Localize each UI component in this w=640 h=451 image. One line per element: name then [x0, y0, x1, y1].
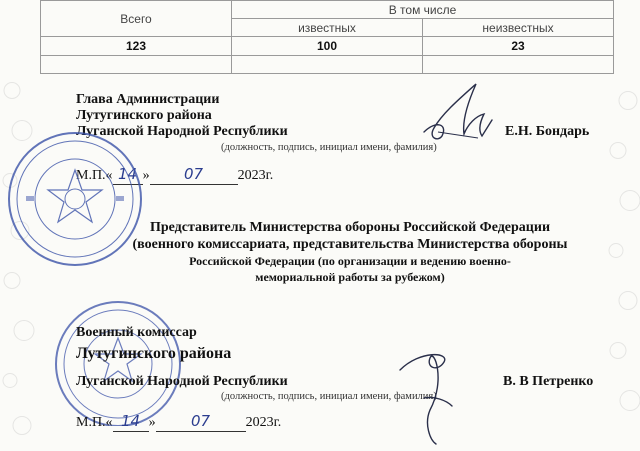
date-year: 2023г.: [237, 168, 274, 183]
empty-cell: [232, 56, 423, 74]
signature-1-icon: [418, 80, 498, 144]
block2-title-line1: Военный комиссар: [76, 325, 197, 340]
block1-title-line2: Лутугинского района: [76, 108, 212, 123]
representative-line1: Представитель Министерства обороны Российской Федерации: [149, 220, 551, 235]
block2-caption: (должность, подпись, инициал имени, фамилия): [221, 391, 437, 402]
date-year: 2023г.: [245, 415, 282, 430]
date-day: 14: [118, 165, 138, 183]
representative-line2: (военного комиссариата, представительства Министерства обороны: [132, 237, 568, 252]
block1-title-line1: Глава Администрации: [76, 92, 220, 107]
block2-signer-name: В. В Петренко: [503, 374, 594, 389]
block1-caption: (должность, подпись, инициал имени, фамилия): [221, 142, 437, 153]
block2-date: [76, 412, 281, 432]
date-month: 07: [191, 412, 211, 430]
block1-signer-name: Е.Н. Бондарь: [505, 124, 590, 139]
value-total: 123: [41, 37, 232, 56]
value-known: 100: [232, 37, 423, 56]
representative-title: [70, 219, 630, 285]
block2-title-line3: Луганской Народной Республики: [76, 374, 288, 389]
header-known: известных: [232, 19, 423, 37]
date-prefix: М.П.«: [76, 415, 113, 430]
block1-title-line3: Луганской Народной Республики: [76, 124, 288, 139]
header-unknown: неизвестных: [423, 19, 614, 37]
burial-count-table: [40, 0, 614, 74]
empty-cell: [423, 56, 614, 74]
date-day: 14: [121, 412, 141, 430]
header-including: В том числе: [232, 1, 614, 19]
signature-2-icon: [390, 340, 470, 448]
value-unknown: 23: [423, 37, 614, 56]
block2-title-line2: Лутугинского района: [76, 345, 232, 362]
representative-line4: мемориальной работы за рубежом): [255, 270, 445, 284]
empty-cell: [41, 56, 232, 74]
date-prefix: М.П.«: [76, 168, 113, 183]
date-sep: »: [142, 168, 150, 183]
date-sep: »: [148, 415, 156, 430]
header-total: Всего: [41, 1, 232, 37]
date-month: 07: [184, 165, 204, 183]
representative-line3: Российской Федерации (по организации и ведению военно-: [189, 254, 511, 268]
